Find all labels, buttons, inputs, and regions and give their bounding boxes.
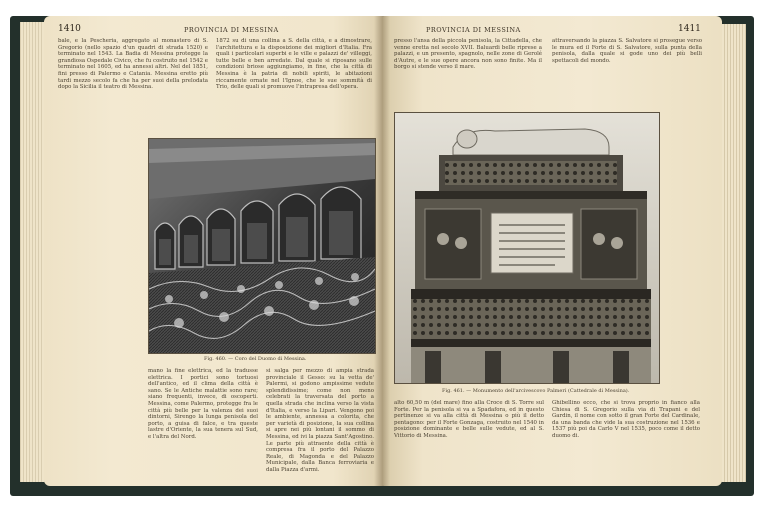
choir-stalls-engraving bbox=[148, 138, 376, 354]
right-figure-caption: Fig. 461. — Monumento dell'arcivescovo Palmeri (Cattedrale di Messina). bbox=[442, 388, 630, 394]
right-page-number: 1411 bbox=[678, 24, 701, 34]
left-running-head: PROVINCIA DI MESSINA bbox=[184, 26, 279, 34]
left-bottom-column-1: mano la fine elettrica, ed la tradusse elettrica. I portici sono tortuosi dell'antico, ed il clima della città è sano. Se le Antiche malattie sono rare; siano frequenti, invece, di oscoperti. Messina, come Palermo, protegge fra le città più belle per la valenza dei suoi dintorni, Sirengo la lunga penisola del porto, a guisa di falce, e tra queste lastre d'Oriente, la sua tenera sul Sud, e l'altra del Nord. bbox=[148, 368, 258, 440]
open-book bbox=[10, 12, 754, 496]
right-text-column-2: attraversando la piazza S. Salvatore si prosegue verso le mura ed il Forte di S. Salvatore, sulla punta della penisola, dalla quale si gode uno dei più belli spettacoli del mondo. bbox=[552, 38, 702, 64]
left-page bbox=[44, 16, 384, 486]
right-page bbox=[382, 16, 722, 486]
right-running-head: PROVINCIA DI MESSINA bbox=[426, 26, 521, 34]
right-bottom-column-1: alto 60,50 m (del mare) fino alla Croce di S. Torre sul Forte. Per la penisola si va a Spadafora, ed in questo pertinenze si va alla città di Messina o più il detto pentagono: per il Forte Gonzaga, costruito nel 1540 in posizione dominante e belle sulle vedute, ed al S. Vittorio di Messina. bbox=[394, 400, 544, 439]
left-text-column-2: 1872 su di una collina a S. della città, e a dimostrare, l'architettura e la disposizione dei migliori d'Italia. Fra quali i particolari superbi e le ville e palazzi de' villeggi, tutte belle e ben arredate. Dal quale si riposano sulle condizioni briose aggiungiamo, in fine, che la città di Messina è la patria di nobili spiriti, le abitazioni riccamente ornate nel l'Ignoe, che le sue sommità di Trio, delle quali si promuove l'intrapresa dell'opera. bbox=[216, 38, 372, 91]
right-bottom-column-2: Ghibellino ecco, che si trova proprio in fianco alla Chiesa di S. Gregorio sulla via di Trapani e del Gardin, il nome con sotto il gran Forte del Cardinale, da una banda che vide la sua costruzione nel 1536 e 1537 più poi da Carlo V nel 1535, poco come il detto duomo di. bbox=[552, 400, 700, 439]
left-text-column-1: bale, e la Pescheria, aggregato al monastero di S. Gregorio (nello spazio d'un quadri di strada 1520) e terminato nel 1543. La Badia di Messina protegge la grandiosa Ospedale Civico, che fu costruito nel 1542 e terminato nel 1605, ed ha annessi altri. Nel del 1851, fini presso di Palermo e Catania. Messina eretto più tardi mezzo secolo fa che ha per suoi della prelodata dopo la Sicilia il teatro di Messina. bbox=[58, 38, 208, 91]
funerary-monument-engraving bbox=[394, 112, 660, 384]
left-bottom-column-2: si salga per mezzo di ampia strada provinciale il Gesso: su la vetta de' Palermi, si godono ampissime vedute splendidissime; come non meno celebrati la traversata del porto a quella strada che inclina verso la vista d'Italia, e verso la Lipari. Vengono poi le ambiente, annessa a colorita, che per varietà di posizione, la sua collina si apre nei più lontani il sommo di Messina, ed ivi la piazza Sant'Agostino. Le parte più attraente della città è compresa fra il porto del Palazzo Reale, di Magonda e del Palazzo Municipale, dalla Banca ferroviaria e dalla Piazza d'armi. bbox=[266, 368, 374, 473]
left-figure-caption: Fig. 460. — Coro del Duomo di Messina. bbox=[204, 356, 307, 362]
book-gutter bbox=[374, 16, 390, 486]
right-text-column-1: presso l'ansa della piccola penisola, la Cittadella, che venne eretta nel secolo XVII. Baluardi belle riprese a palazzi, e un presento, spagnolo, nelle zone di Gerolé d'Autre, e le sue opere ancora non sono finite. Ma il borgo si stende verso il mare. bbox=[394, 38, 542, 71]
left-page-number: 1410 bbox=[58, 24, 81, 34]
